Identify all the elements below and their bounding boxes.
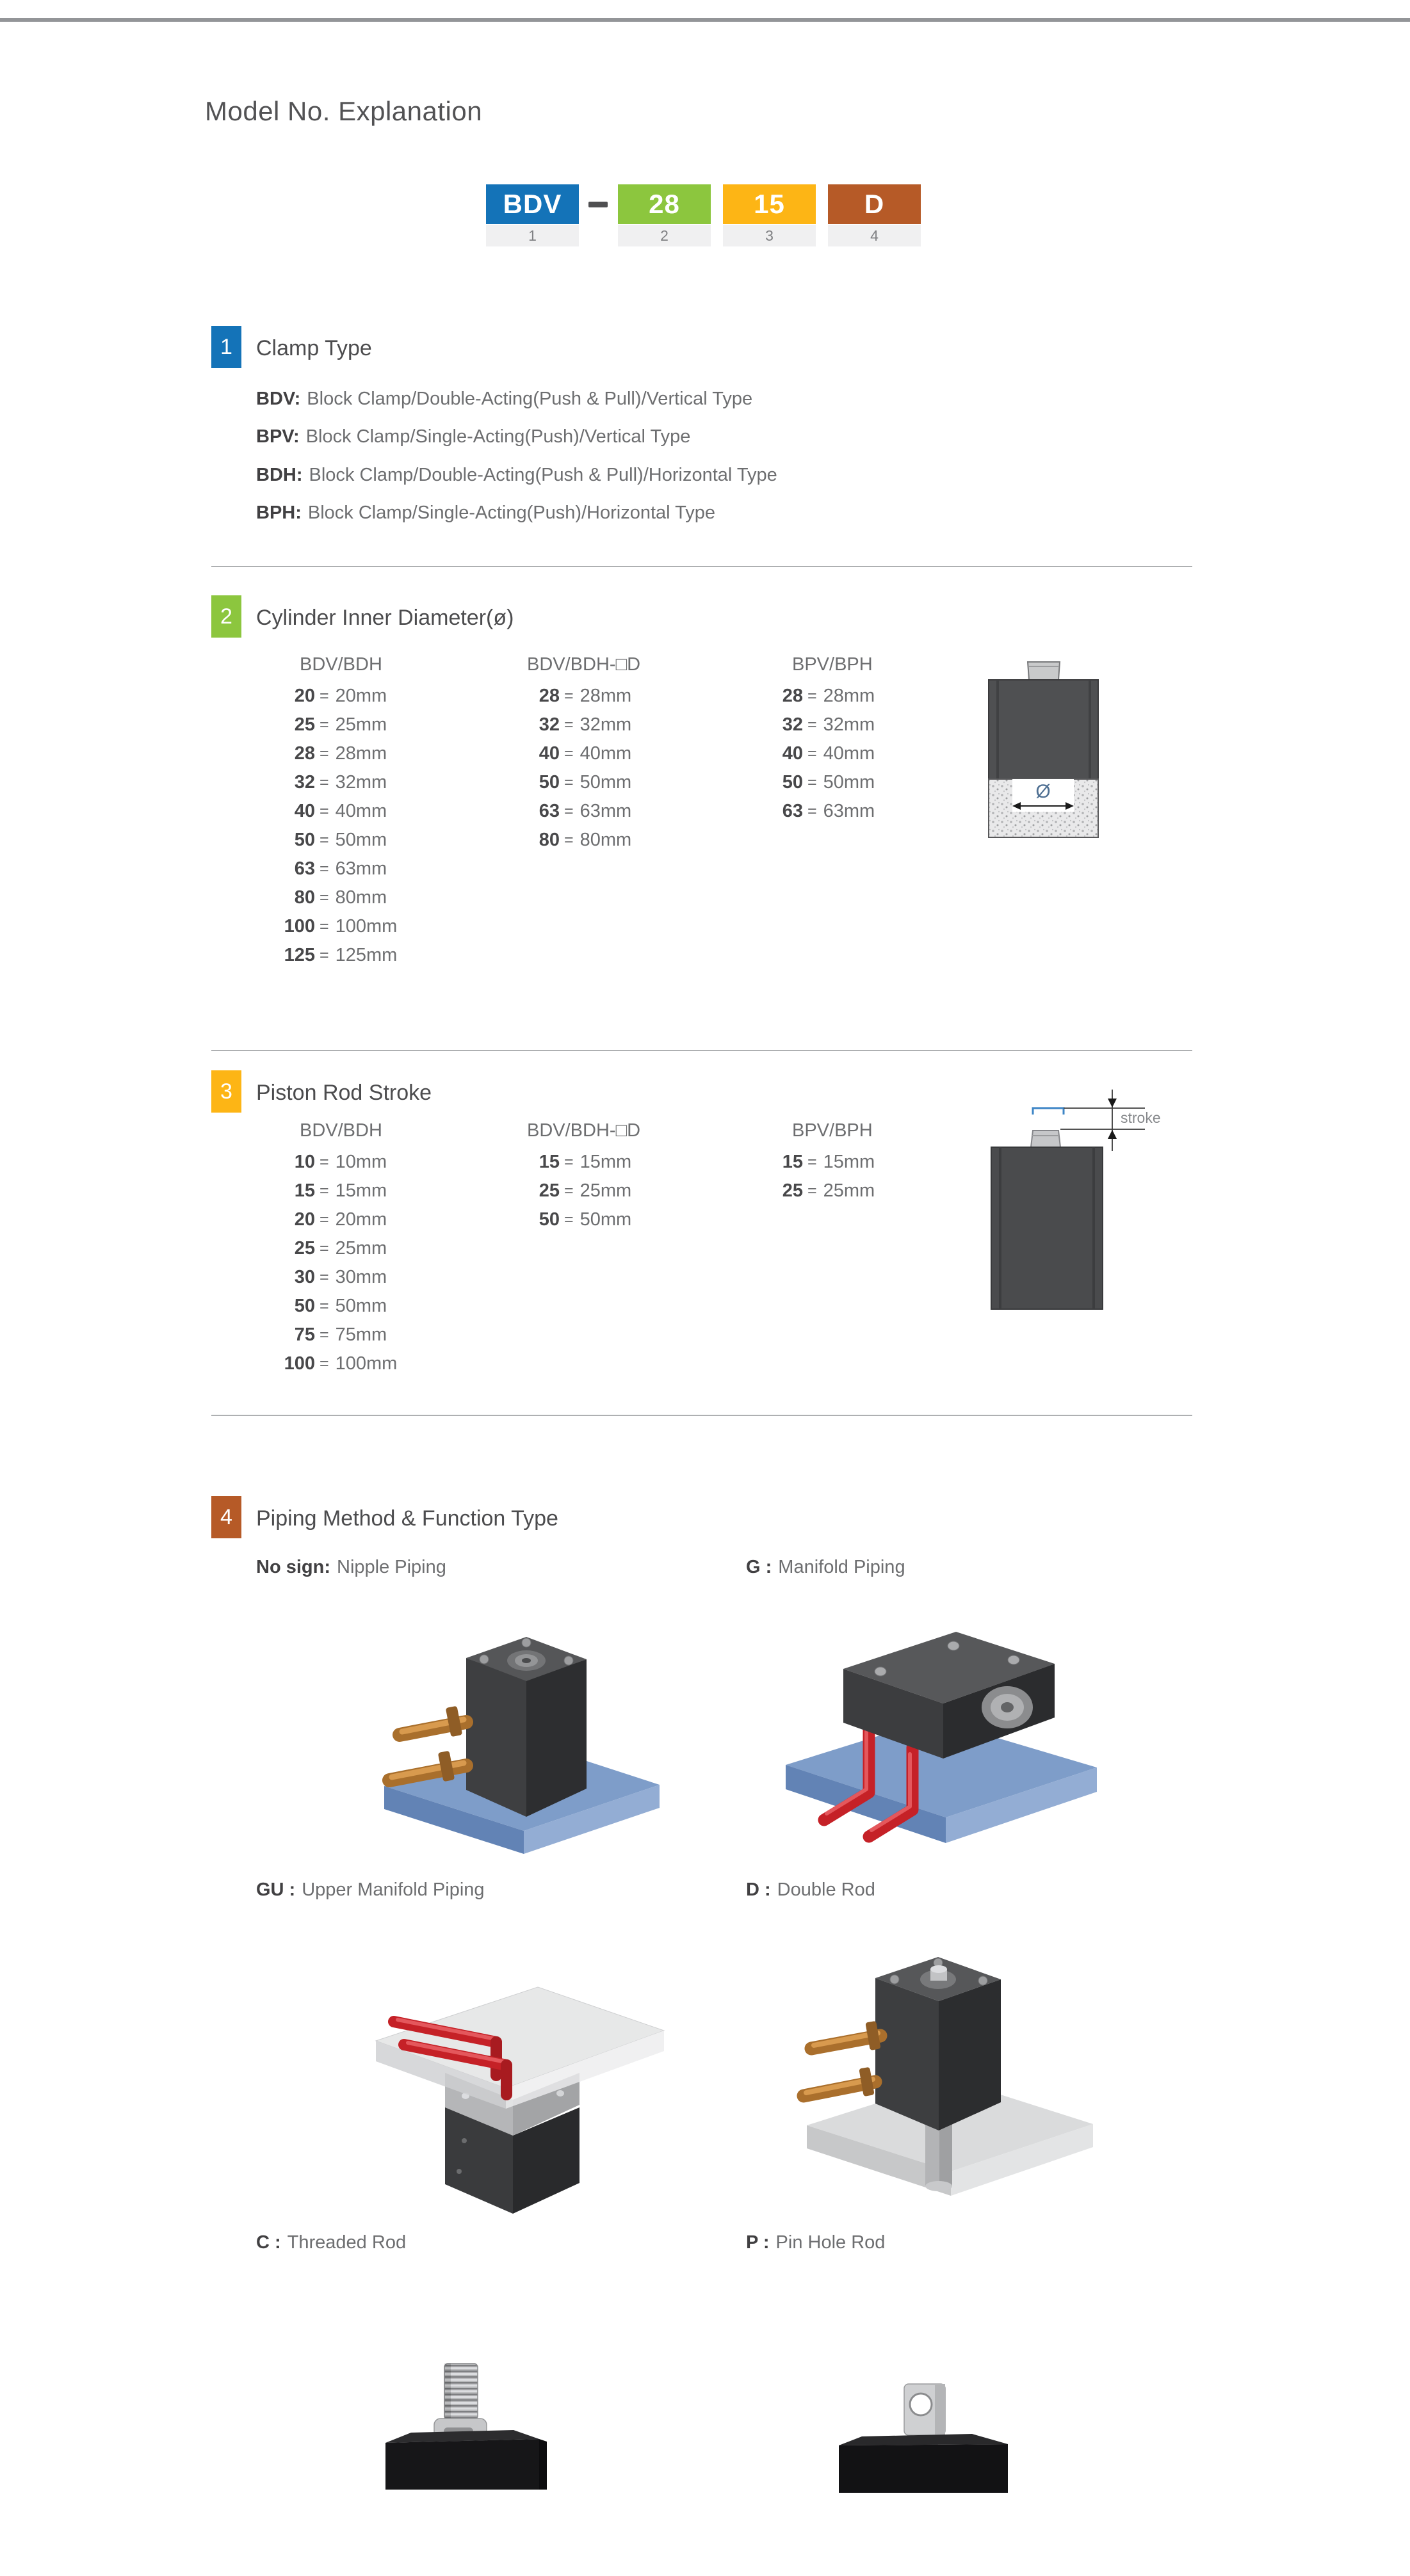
- variant-name: Nipple Piping: [337, 1557, 446, 1577]
- row-value: 63mm: [823, 801, 875, 821]
- row-value: 40mm: [579, 743, 632, 764]
- row-code: 63: [782, 801, 803, 821]
- row-value: 15mm: [823, 1152, 875, 1172]
- equals-sign: =: [564, 1211, 574, 1228]
- model-block-label: D: [828, 184, 921, 224]
- equals-sign: =: [320, 773, 329, 791]
- row-value: 28mm: [579, 686, 632, 706]
- pin-hole-rod-illustration: [813, 2369, 1089, 2576]
- model-block-index: 4: [828, 225, 921, 246]
- row-value: 20mm: [335, 686, 387, 706]
- row-value: 25mm: [579, 1180, 632, 1201]
- double-rod-illustration: [772, 1933, 1105, 2215]
- row-code: 50: [294, 1296, 315, 1316]
- manifold-piping-illustration: [772, 1597, 1111, 1869]
- variant-name: Double Rod: [777, 1880, 875, 1900]
- model-block-diameter: [618, 184, 711, 246]
- stroke-row: [501, 1177, 640, 1205]
- stroke-row: [256, 1234, 397, 1263]
- clamp-block: [839, 2434, 1008, 2493]
- row-code: 80: [294, 887, 315, 908]
- stroke-row: [501, 1205, 640, 1234]
- row-code: 75: [294, 1324, 315, 1345]
- row-value: 100mm: [335, 916, 398, 937]
- pin-hole-rod-svg: [813, 2369, 1089, 2576]
- cylinder-bore-section: [989, 779, 1098, 837]
- air-nipples: [389, 1706, 466, 1782]
- clamp-code: BPV:: [256, 426, 300, 447]
- row-value: 28mm: [335, 743, 387, 764]
- equals-sign: =: [807, 802, 817, 820]
- clamp-block: [385, 2430, 547, 2490]
- stroke-row: [501, 1148, 640, 1177]
- variant-pin-hole-rod-label: [746, 2232, 885, 2253]
- equals-sign: =: [807, 745, 817, 762]
- diameter-row: [501, 797, 640, 826]
- equals-sign: =: [320, 1326, 329, 1344]
- page-title: Model No. Explanation: [205, 96, 483, 126]
- section-divider: [211, 1415, 1192, 1416]
- threaded-stud: [444, 2363, 478, 2420]
- stroke-diagram-svg: [973, 1081, 1165, 1324]
- row-value: 40mm: [335, 801, 387, 821]
- piston-rod-cap: [1028, 662, 1060, 680]
- clamp-body: [875, 1957, 1001, 2130]
- variant-code: No sign:: [256, 1557, 330, 1577]
- diameter-row: [744, 682, 875, 711]
- row-value: 32mm: [335, 772, 387, 793]
- diameter-row: [501, 711, 640, 739]
- diameter-row: [501, 768, 640, 797]
- row-code: 40: [539, 743, 560, 764]
- row-code: 125: [284, 945, 315, 965]
- clamp-type-item: [256, 503, 715, 524]
- clamp-body: [466, 1637, 587, 1817]
- row-value: 32mm: [823, 714, 875, 735]
- row-code: 30: [294, 1267, 315, 1287]
- diameter-row: [256, 855, 397, 883]
- row-value: 28mm: [823, 686, 875, 706]
- row-value: 50mm: [823, 772, 875, 793]
- row-code: 50: [539, 772, 560, 793]
- equals-sign: =: [564, 687, 574, 705]
- equals-sign: =: [320, 687, 329, 705]
- clamp-desc: Block Clamp/Double-Acting(Push & Pull)/Vertical Type: [307, 389, 753, 409]
- section-divider: [211, 1050, 1192, 1051]
- stroke-column-bpv-bph: [744, 1120, 875, 1205]
- row-code: 32: [539, 714, 560, 735]
- diameter-row: [256, 941, 397, 970]
- stroke-row: [256, 1263, 397, 1292]
- equals-sign: =: [564, 1182, 574, 1200]
- row-code: 28: [294, 743, 315, 764]
- row-value: 80mm: [335, 887, 387, 908]
- upper-manifold-svg: [349, 1946, 676, 2215]
- model-block-index: 2: [618, 225, 711, 246]
- cylinder-body: [989, 680, 1098, 779]
- section-2-title: Cylinder Inner Diameter(ø): [256, 606, 514, 630]
- row-code: 25: [782, 1180, 803, 1201]
- cylinder-body: [991, 1147, 1103, 1309]
- equals-sign: =: [320, 1211, 329, 1228]
- variant-upper-manifold-label: [256, 1880, 485, 1901]
- equals-sign: =: [320, 1153, 329, 1171]
- diameter-row: [744, 797, 875, 826]
- stroke-row: [256, 1205, 397, 1234]
- column-header: BDV/BDH: [300, 654, 382, 675]
- threaded-rod-svg: [378, 2356, 653, 2576]
- equals-sign: =: [807, 1153, 817, 1171]
- row-code: 15: [539, 1152, 560, 1172]
- arrow-up: [1108, 1130, 1117, 1139]
- model-block-index: 3: [723, 225, 816, 246]
- diameter-row: [256, 768, 397, 797]
- clamp-type-item: [256, 389, 752, 410]
- section-4-badge: 4: [211, 1496, 241, 1538]
- manifold-piping-svg: [772, 1597, 1111, 1869]
- equals-sign: =: [807, 687, 817, 705]
- row-code: 20: [294, 1209, 315, 1230]
- row-value: 15mm: [335, 1180, 387, 1201]
- stroke-column-bdv-bdh-d: [501, 1120, 640, 1234]
- stroke-label: stroke: [1121, 1109, 1161, 1126]
- equals-sign: =: [320, 1297, 329, 1315]
- variant-code: GU :: [256, 1880, 296, 1900]
- row-code: 15: [294, 1180, 315, 1201]
- variant-threaded-rod-label: [256, 2232, 406, 2253]
- variant-name: Pin Hole Rod: [775, 2232, 886, 2253]
- clamp-desc: Block Clamp/Single-Acting(Push)/Vertical Type: [305, 426, 691, 447]
- equals-sign: =: [807, 773, 817, 791]
- row-code: 28: [539, 686, 560, 706]
- row-value: 30mm: [335, 1267, 387, 1287]
- equals-sign: =: [564, 773, 574, 791]
- air-nipples: [804, 2021, 881, 2097]
- row-value: 25mm: [335, 714, 387, 735]
- diameter-row: [501, 682, 640, 711]
- section-3-badge: 3: [211, 1070, 241, 1113]
- row-code: 100: [284, 916, 315, 937]
- stroke-row: [744, 1177, 875, 1205]
- diameter-row: [256, 739, 397, 768]
- clamp-code: BPH:: [256, 503, 302, 523]
- equals-sign: =: [320, 917, 329, 935]
- row-code: 100: [284, 1353, 315, 1374]
- equals-sign: =: [320, 831, 329, 849]
- stroke-row: [256, 1349, 397, 1378]
- row-value: 75mm: [335, 1324, 387, 1345]
- row-code: 40: [782, 743, 803, 764]
- equals-sign: =: [320, 745, 329, 762]
- variant-name: Upper Manifold Piping: [302, 1880, 485, 1900]
- pin-hole-tab: [904, 2384, 945, 2435]
- column-header: BPV/BPH: [792, 1120, 873, 1141]
- section-3-title: Piston Rod Stroke: [256, 1081, 432, 1105]
- model-block-label: 15: [723, 184, 816, 224]
- pin-hole: [910, 2394, 932, 2415]
- piston-rod: [1031, 1131, 1060, 1147]
- row-value: 50mm: [335, 1296, 387, 1316]
- variant-code: P :: [746, 2232, 770, 2253]
- diameter-row: [256, 883, 397, 912]
- arrow-down: [1108, 1099, 1117, 1107]
- row-value: 20mm: [335, 1209, 387, 1230]
- diameter-row: [744, 711, 875, 739]
- stroke-row: [256, 1321, 397, 1349]
- diameter-column-bdv-bdh: [256, 654, 397, 970]
- row-code: 15: [782, 1152, 803, 1172]
- row-code: 32: [294, 772, 315, 793]
- diameter-row: [744, 739, 875, 768]
- row-code: 25: [294, 1238, 315, 1259]
- section-4-title: Piping Method & Function Type: [256, 1506, 558, 1531]
- equals-sign: =: [320, 716, 329, 734]
- equals-sign: =: [320, 1182, 329, 1200]
- diameter-column-bdv-bdh-d: [501, 654, 640, 855]
- row-value: 40mm: [823, 743, 875, 764]
- row-code: 32: [782, 714, 803, 735]
- stroke-row: [256, 1292, 397, 1321]
- column-header: BDV/BDH: [300, 1120, 382, 1141]
- row-value: 32mm: [579, 714, 632, 735]
- equals-sign: =: [807, 716, 817, 734]
- variant-code: G :: [746, 1557, 772, 1577]
- bore-diagram: [973, 649, 1140, 848]
- row-code: 25: [294, 714, 315, 735]
- variant-code: C :: [256, 2232, 281, 2253]
- variant-double-rod-label: [746, 1880, 875, 1901]
- row-value: 10mm: [335, 1152, 387, 1172]
- page-top-rule: [0, 18, 1410, 22]
- row-value: 25mm: [823, 1180, 875, 1201]
- bore-diagram-svg: [973, 649, 1140, 848]
- model-block-stroke: [723, 184, 816, 246]
- row-code: 63: [539, 801, 560, 821]
- clamp-code: BDH:: [256, 465, 303, 485]
- model-block-label: BDV: [486, 184, 579, 224]
- diameter-row: [256, 682, 397, 711]
- clamp-desc: Block Clamp/Double-Acting(Push & Pull)/Horizontal Type: [309, 465, 777, 485]
- section-divider: [211, 566, 1192, 567]
- variant-manifold-piping-label: [746, 1557, 905, 1578]
- row-code: 20: [294, 686, 315, 706]
- row-code: 50: [294, 830, 315, 850]
- bore-symbol: Ø: [1035, 781, 1051, 802]
- row-code: 40: [294, 801, 315, 821]
- equals-sign: =: [320, 889, 329, 906]
- stroke-row: [256, 1177, 397, 1205]
- diameter-row: [744, 768, 875, 797]
- model-block-index: 1: [486, 225, 579, 246]
- clamp-desc: Block Clamp/Single-Acting(Push)/Horizontal Type: [307, 503, 716, 523]
- column-header: BDV/BDH-□D: [527, 654, 641, 675]
- diameter-row: [501, 739, 640, 768]
- variant-name: Threaded Rod: [287, 2232, 407, 2253]
- row-code: 50: [539, 1209, 560, 1230]
- clamp-type-item: [256, 465, 777, 486]
- section-1-title: Clamp Type: [256, 336, 372, 360]
- row-code: 25: [539, 1180, 560, 1201]
- equals-sign: =: [320, 860, 329, 878]
- diameter-row: [256, 826, 397, 855]
- equals-sign: =: [320, 1239, 329, 1257]
- row-value: 63mm: [335, 858, 387, 879]
- nipple-piping-svg: [359, 1600, 679, 1856]
- equals-sign: =: [564, 831, 574, 849]
- row-code: 10: [294, 1152, 315, 1172]
- clamp-code: BDV:: [256, 389, 301, 409]
- diameter-column-bpv-bph: [744, 654, 875, 826]
- row-value: 63mm: [579, 801, 632, 821]
- equals-sign: =: [564, 1153, 574, 1171]
- equals-sign: =: [564, 745, 574, 762]
- model-block-clamp-type: [486, 184, 579, 246]
- section-2-badge: 2: [211, 595, 241, 638]
- equals-sign: =: [564, 716, 574, 734]
- diameter-row: [256, 711, 397, 739]
- variant-nipple-piping-label: [256, 1557, 446, 1578]
- diameter-row: [501, 826, 640, 855]
- stroke-row: [744, 1148, 875, 1177]
- row-value: 50mm: [579, 772, 632, 793]
- row-value: 50mm: [335, 830, 387, 850]
- equals-sign: =: [320, 1355, 329, 1373]
- section-1-badge: 1: [211, 326, 241, 368]
- upper-manifold-illustration: [349, 1946, 676, 2215]
- row-code: 50: [782, 772, 803, 793]
- row-code: 63: [294, 858, 315, 879]
- row-value: 125mm: [335, 945, 398, 965]
- stroke-extent-bracket: [1033, 1108, 1064, 1115]
- equals-sign: =: [807, 1182, 817, 1200]
- row-value: 80mm: [579, 830, 632, 850]
- stroke-column-bdv-bdh: [256, 1120, 397, 1378]
- row-value: 100mm: [335, 1353, 398, 1374]
- equals-sign: =: [564, 802, 574, 820]
- equals-sign: =: [320, 1268, 329, 1286]
- diameter-row: [256, 912, 397, 941]
- diameter-row: [256, 797, 397, 826]
- stroke-row: [256, 1148, 397, 1177]
- row-code: 28: [782, 686, 803, 706]
- variant-name: Manifold Piping: [778, 1557, 905, 1577]
- equals-sign: =: [320, 802, 329, 820]
- nipple-piping-illustration: [359, 1600, 679, 1856]
- threaded-rod-illustration: [378, 2356, 653, 2576]
- model-block-label: 28: [618, 184, 711, 224]
- row-code: 80: [539, 830, 560, 850]
- column-header: BDV/BDH-□D: [527, 1120, 641, 1141]
- equals-sign: =: [320, 946, 329, 964]
- double-rod-svg: [772, 1933, 1105, 2215]
- stroke-diagram: [973, 1081, 1165, 1324]
- row-value: 15mm: [579, 1152, 632, 1172]
- row-value: 25mm: [335, 1238, 387, 1259]
- clamp-type-item: [256, 426, 690, 447]
- model-block-function: [828, 184, 921, 246]
- variant-code: D :: [746, 1880, 771, 1900]
- column-header: BPV/BPH: [792, 654, 873, 675]
- row-value: 50mm: [579, 1209, 632, 1230]
- model-code-dash: [588, 202, 608, 207]
